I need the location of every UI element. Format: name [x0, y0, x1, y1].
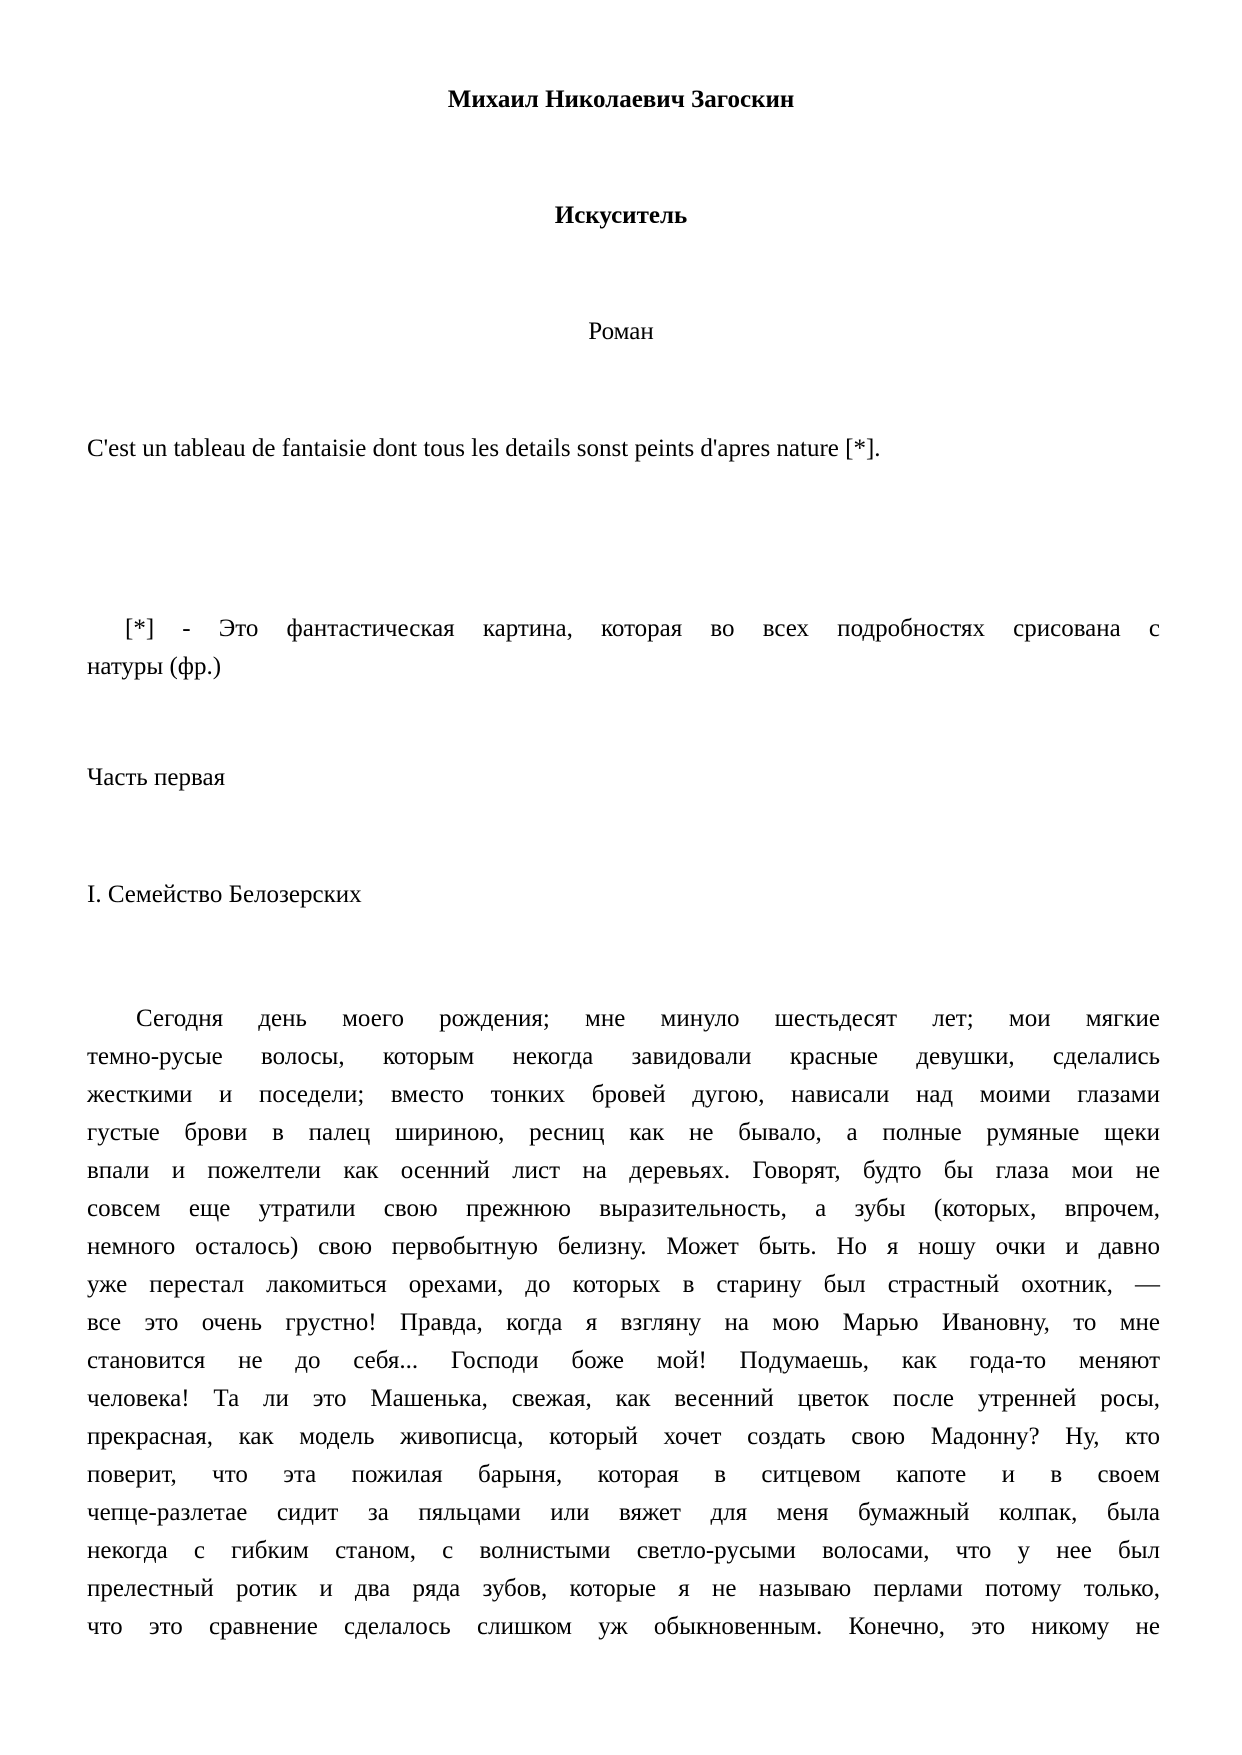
paragraph-line: прекрасная, как модель живописца, который хочет создать свою Мадонну? Ну, кто — [87, 1423, 1160, 1450]
book-title: Искуситель — [554, 202, 688, 229]
paragraph-line: совсем еще утратили свою прежнюю выразительность, а зубы (которых, впрочем, — [87, 1195, 1160, 1222]
paragraph-line: густые брови в палец шириною, ресниц как не бывало, а полные румяные щеки — [87, 1119, 1160, 1146]
footnote-line: [*] - Это фантастическая картина, которая во всех подробностях срисована с — [125, 615, 1160, 642]
body-paragraph — [87, 1000, 1160, 1646]
paragraph-line: немного осталось) свою первобытную белизну. Может быть. Но я ношу очки и давно — [87, 1233, 1160, 1260]
paragraph-line: уже перестал лакомиться орехами, до которых в старину был страстный охотник, — — [87, 1271, 1160, 1298]
paragraph-line: жесткими и поседели; вместо тонких бровей дугою, нависали над моими глазами — [87, 1081, 1160, 1108]
paragraph-line: все это очень грустно! Правда, когда я взгляну на мою Марью Ивановну, то мне — [87, 1309, 1160, 1336]
chapter-heading: I. Семейство Белозерских — [87, 881, 362, 908]
paragraph-line: что это сравнение сделалось слишком уж обыкновенным. Конечно, это никому не — [87, 1613, 1160, 1640]
author-name: Михаил Николаевич Загоскин — [447, 86, 795, 113]
paragraph-line: поверит, что эта пожилая барыня, которая в ситцевом капоте и в своем — [87, 1461, 1160, 1488]
paragraph-line: некогда с гибким станом, с волнистыми светло-русыми волосами, что у нее был — [87, 1537, 1160, 1564]
paragraph-line: чепце-разлетае сидит за пяльцами или вяжет для меня бумажный колпак, была — [87, 1499, 1160, 1526]
genre: Роман — [588, 318, 654, 345]
paragraph-line: становится не до себя... Господи боже мой! Подумаешь, как года-то меняют — [87, 1347, 1160, 1374]
paragraph-line: впали и пожелтели как осенний лист на деревьях. Говорят, будто бы глаза мои не — [87, 1157, 1160, 1184]
epigraph: C'est un tableau de fantaisie dont tous les details sonst peints d'apres nature [*]. — [87, 435, 881, 462]
footnote — [87, 610, 1160, 686]
footnote-line: натуры (фр.) — [87, 653, 222, 680]
paragraph-line: прелестный ротик и два ряда зубов, которые я не называю перлами потому только, — [87, 1575, 1160, 1602]
paragraph-line: темно-русые волосы, которым некогда завидовали красные девушки, сделались — [87, 1043, 1160, 1070]
paragraph-line: человека! Та ли это Машенька, свежая, как весенний цветок после утренней росы, — [87, 1385, 1160, 1412]
part-heading: Часть первая — [87, 764, 226, 791]
paragraph-line: Сегодня день моего рождения; мне минуло шестьдесят лет; мои мягкие — [136, 1005, 1160, 1032]
